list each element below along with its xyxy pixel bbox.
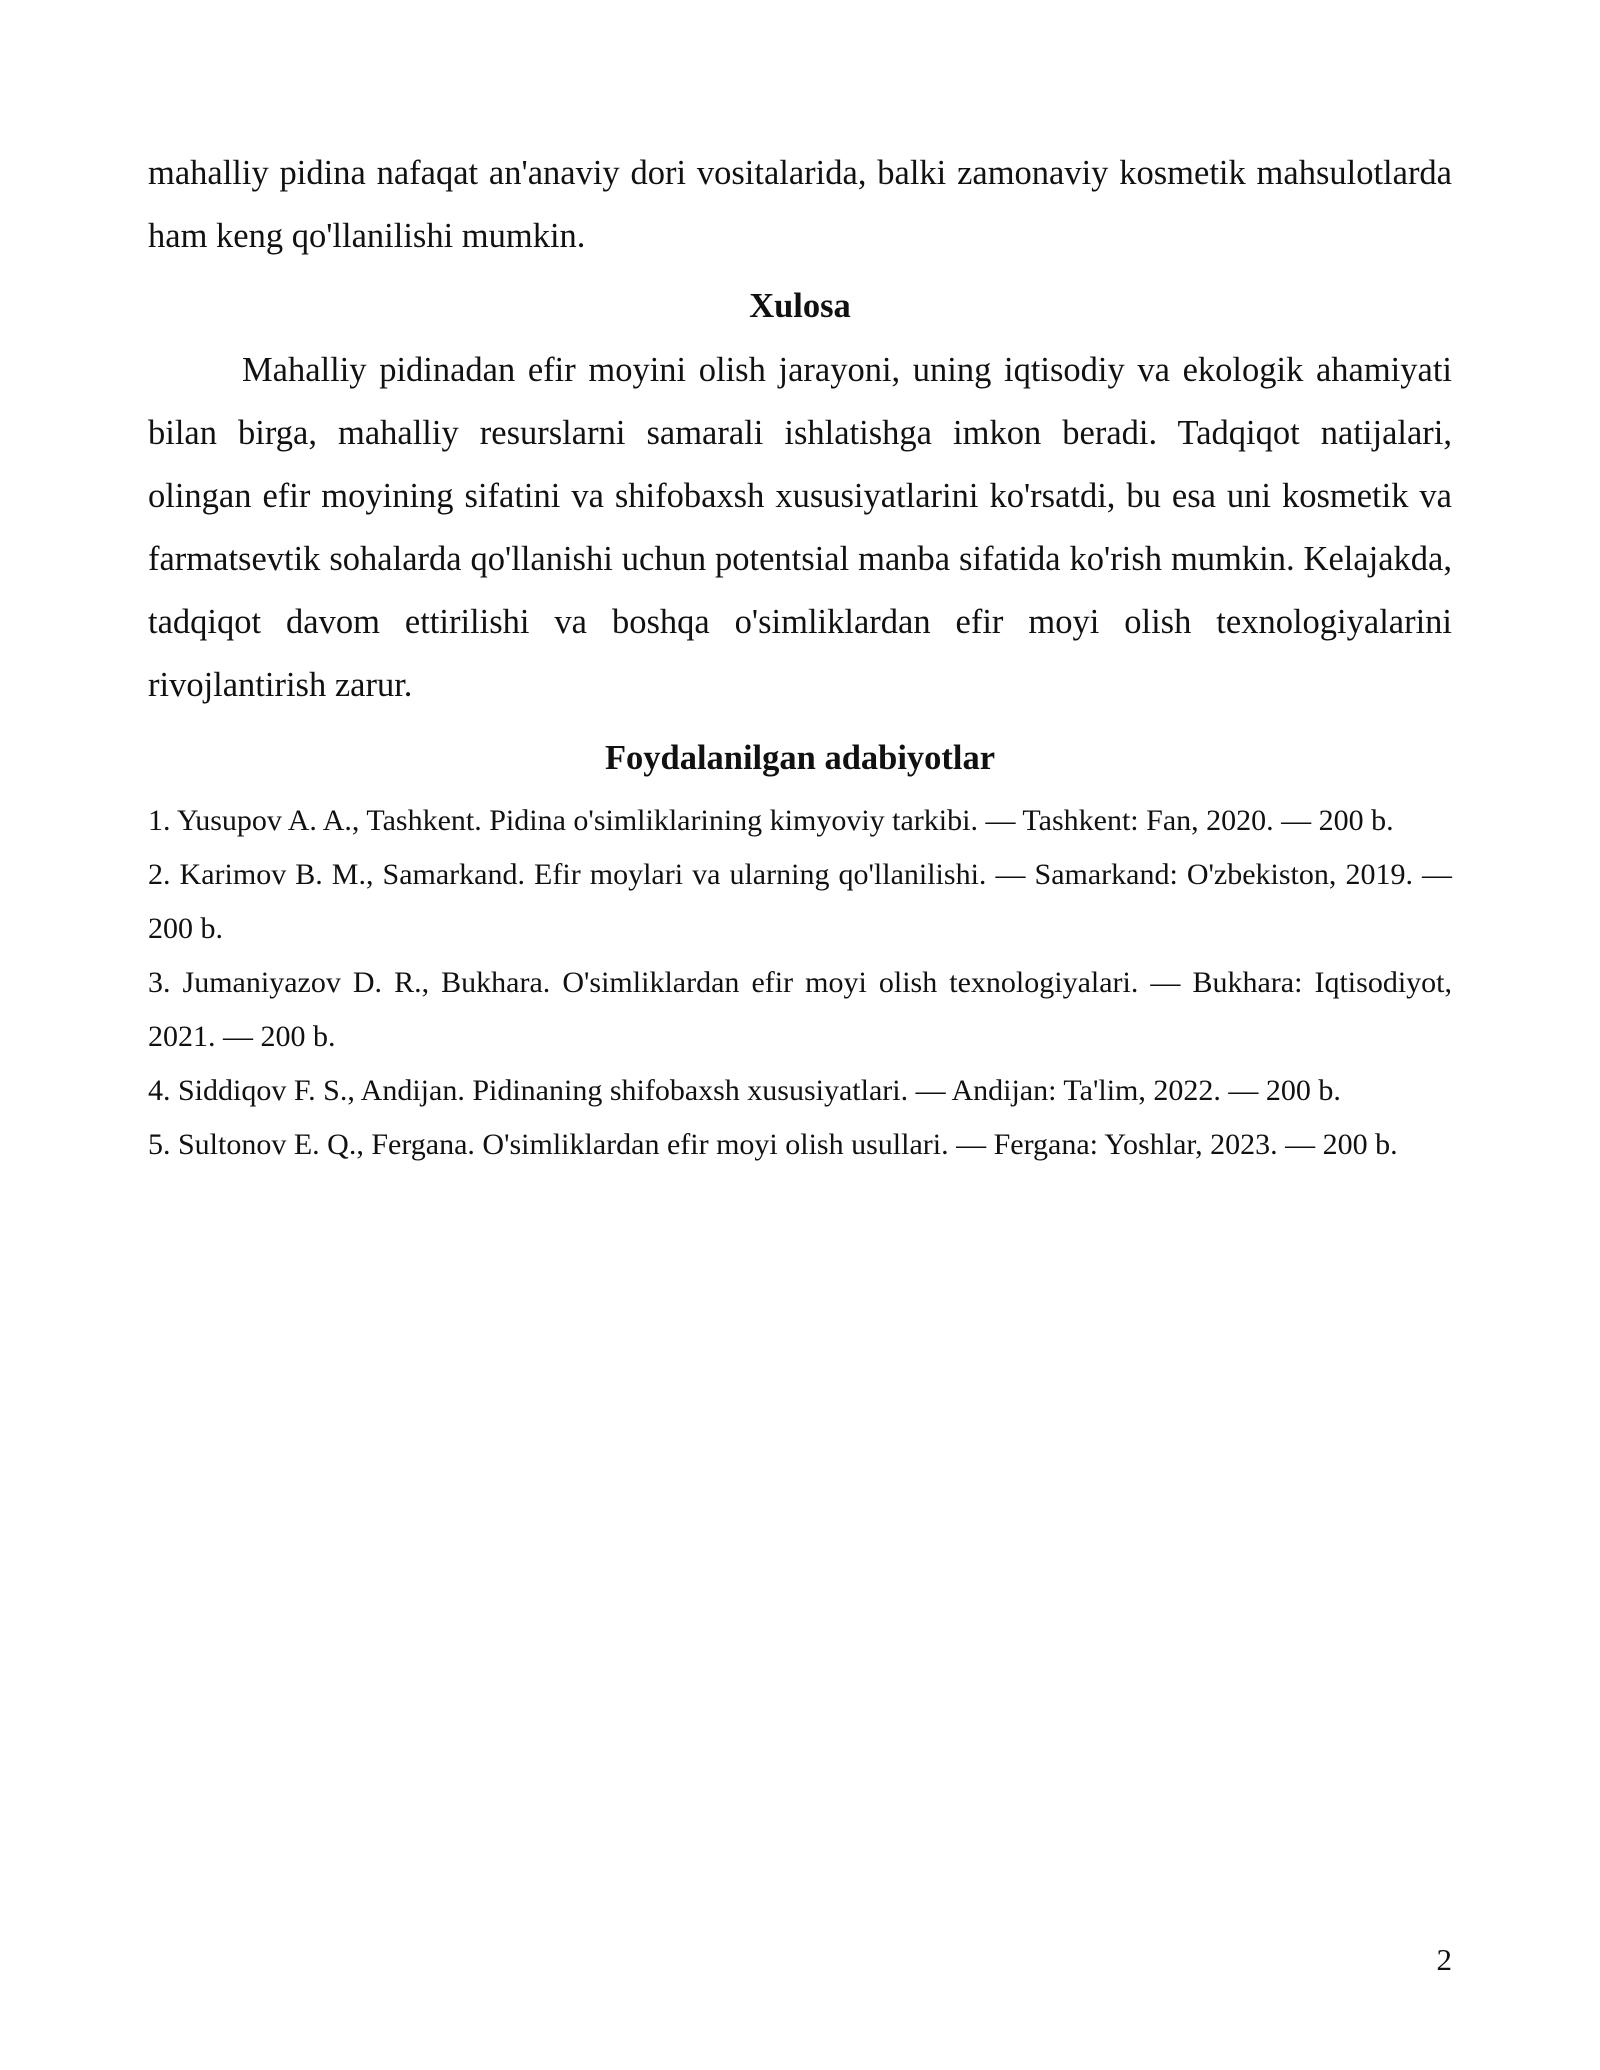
- reference-item: 5. Sultonov E. Q., Fergana. O'simliklardan efir moyi olish usullari. — Fergana: Yoshlar, 2023. — 200 b.: [148, 1128, 1398, 1161]
- reference-item: 2. Karimov B. M., Samarkand. Efir moylari va ularning qo'llanilishi. — Samarkand: O'zbekiston, 2019. — 200 b.: [148, 858, 1452, 945]
- reference-item: 3. Jumaniyazov D. R., Bukhara. O'simliklardan efir moyi olish texnologiyalari. — Bukhara: Iqtisodiyot, 2021. — 200 b.: [148, 966, 1452, 1053]
- references-heading: Foydalanilgan adabiyotlar: [604, 739, 996, 777]
- reference-item: 4. Siddiqov F. S., Andijan. Pidinaning shifobaxsh xususiyatlari. — Andijan: Ta'lim, 2022. — 200 b.: [148, 1074, 1341, 1107]
- references-list: [148, 794, 1452, 1172]
- conclusion-heading: Xulosa: [749, 287, 851, 325]
- intro-paragraph: mahalliy pidina nafaqat an'anaviy dori vositalarida, balki zamonaviy kosmetik mahsulotlarda ham keng qo'llanilishi mumkin.: [148, 154, 1452, 255]
- reference-item: 1. Yusupov A. A., Tashkent. Pidina o'simliklarining kimyoviy tarkibi. — Tashkent: Fan, 2020. — 200 b.: [148, 804, 1394, 837]
- conclusion-paragraph: Mahalliy pidinadan efir moyini olish jarayoni, uning iqtisodiy va ekologik ahamiyati bilan birga, mahalliy resurslarni samarali ishlatishga imkon beradi. Tadqiqot natijalari, olingan efir moyining sifatini va shifobaxsh xususiyatlarini ko'rsatdi, bu esa uni kosmetik va farmatsevtik sohalarda qo'llanishi uchun potentsial manba sifatida ko'rish mumkin. Kelajakda, tadqiqot davom ettirilishi va boshqa o'simliklardan efir moyi olish texnologiyalarini rivojlantirish zarur.: [148, 351, 1452, 704]
- page-number: 2: [1436, 1942, 1452, 1977]
- document-page: [148, 142, 1452, 1172]
